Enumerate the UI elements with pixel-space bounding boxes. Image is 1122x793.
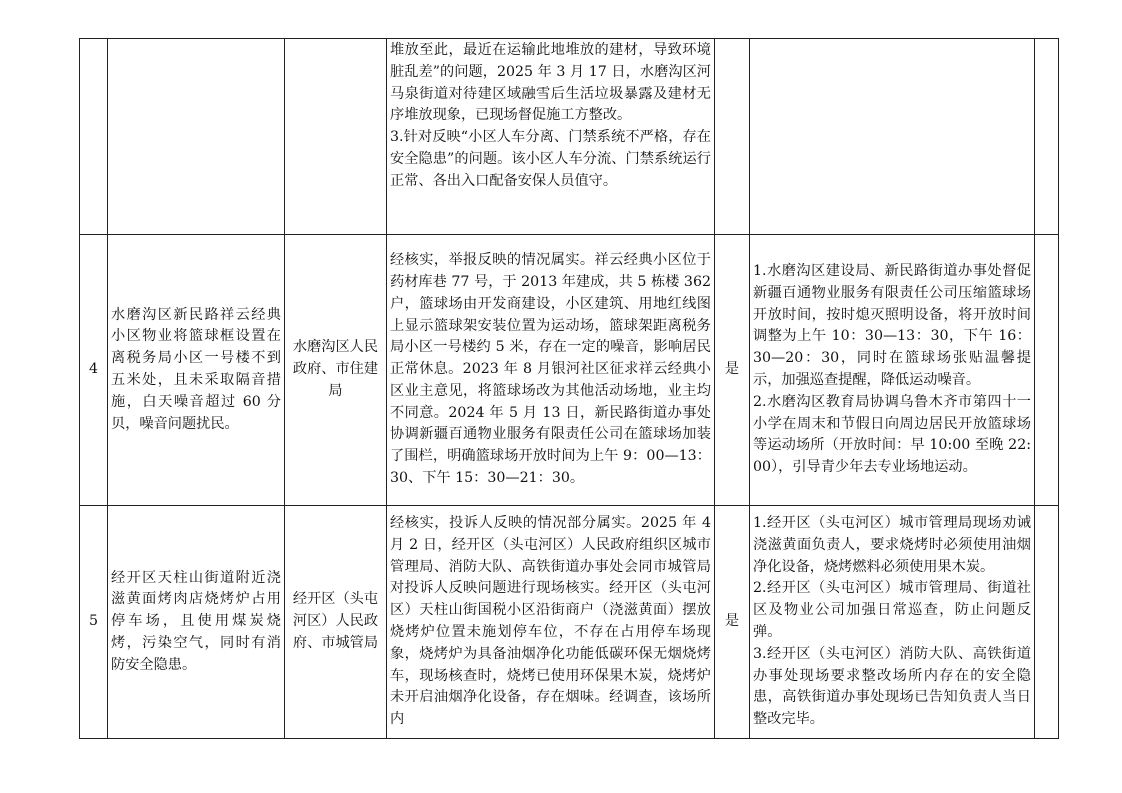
remarks-cell xyxy=(1035,506,1059,739)
action-cell xyxy=(750,506,1035,739)
row-number: 5 xyxy=(80,506,108,739)
remarks-cell xyxy=(1035,235,1059,506)
report-table xyxy=(79,38,1059,739)
verified-cell: 是 xyxy=(715,235,750,506)
result-paragraph: 3.针对反映“小区人车分离、门禁系统不严格，存在安全隐患”的问题。该小区人车分流、门禁系统运行正常、各出入口配备安保人员值守。 xyxy=(390,129,711,189)
action-item: 2.经开区（头屯河区）城市管理局、街道社区及物业公司加强日常巡查，防止问题反弹。 xyxy=(753,580,1031,640)
issue-cell: 水磨沟区新民路祥云经典小区物业将篮球框设置在离税务局小区一号楼不到五米处，且未采取隔音措施，白天噪音超过 60 分贝，噪音问题扰民。 xyxy=(108,235,285,506)
issue-cell xyxy=(108,39,285,235)
remarks-cell xyxy=(1035,39,1059,235)
row-number: 4 xyxy=(80,235,108,506)
action-item: 3.经开区（头屯河区）消防大队、高铁街道办事处现场要求整改场所内存在的安全隐患，高铁街道办事处现场已告知负责人当日整改完毕。 xyxy=(753,645,1031,728)
action-item: 1.水磨沟区建设局、新民路街道办事处督促新疆百通物业服务有限责任公司压缩篮球场开放时间，按时熄灭照明设备，将开放时间调整为上午 10：30—13：30，下午 16：30—20：30，同时在篮球场张贴温馨提示，加强巡查提醒，降低运动噪音。 xyxy=(753,263,1031,388)
action-cell xyxy=(750,39,1035,235)
verified-cell xyxy=(715,39,750,235)
department-cell: 经开区（头屯河区）人民政府、市城管局 xyxy=(285,506,387,739)
result-paragraph: 经核实，投诉人反映的情况部分属实。2025 年 4 月 2 日，经开区（头屯河区）人民政府组织区城市管理局、消防大队、高铁街道办事处会同市城管局对投诉人反映问题进行现场核实。经开区（头屯河区）天柱山街国税小区沿街商户（浇滋黄面）摆放烧烤炉位置未施划停车位，不存在占用停车场现象，烧烤炉为具备油烟净化功能低碳环保无烟烧烤车，现场核查时，烧烤已使用环保果木炭，烧烤炉未开启油烟净化设备，存在烟味。经调查，该场所内 xyxy=(390,515,711,728)
issue-cell: 经开区天柱山街道附近浇滋黄面烤肉店烧烤炉占用停车场，且使用煤炭烧烤，污染空气，同时有消防安全隐患。 xyxy=(108,506,285,739)
action-item: 2.水磨沟区教育局协调乌鲁木齐市第四十一小学在周末和节假日向周边居民开放篮球场等运动场所（开放时间：早 10:00 至晚 22:00），引导青少年去专业场地运动。 xyxy=(753,393,1031,476)
table-row xyxy=(80,235,1059,506)
result-cell xyxy=(387,235,715,506)
result-cell xyxy=(387,39,715,235)
department-cell xyxy=(285,39,387,235)
verified-cell: 是 xyxy=(715,506,750,739)
action-item: 1.经开区（头屯河区）城市管理局现场劝诫浇滋黄面负责人，要求烧烤时必须使用油烟净化设备，烧烤燃料必须使用果木炭。 xyxy=(753,515,1031,575)
result-cell xyxy=(387,506,715,739)
result-paragraph: 堆放至此，最近在运输此地堆放的建材，导致环境脏乱差”的问题，2025 年 3 月 17 日，水磨沟区河马泉街道对待建区域融雪后生活垃圾暴露及建材无序堆放现象，已现场督促施工方整改。 xyxy=(390,42,711,124)
row-number xyxy=(80,39,108,235)
table-row xyxy=(80,39,1059,235)
table-row xyxy=(80,506,1059,739)
result-paragraph: 经核实，举报反映的情况属实。祥云经典小区位于药材库巷 77 号，于 2013 年建成，共 5 栋楼 362 户，篮球场由开发商建设，小区建筑、用地红线图上显示篮球架安装位置为运动场，篮球架距离税务局小区一号楼约 5 米，存在一定的噪音，影响居民正常休息。2023 年 8 月银河社区征求祥云经典小区业主意见，将篮球场改为其他活动场地，业主均不同意。2024 年 5 月 13 日，新民路街道办事处协调新疆百通物业服务有限责任公司在篮球场加装了围栏，明确篮球场开放时间为上午 9：00—13：30、下午 15：30—21：30。 xyxy=(390,252,711,487)
action-cell xyxy=(750,235,1035,506)
department-cell: 水磨沟区人民政府、市住建局 xyxy=(285,235,387,506)
